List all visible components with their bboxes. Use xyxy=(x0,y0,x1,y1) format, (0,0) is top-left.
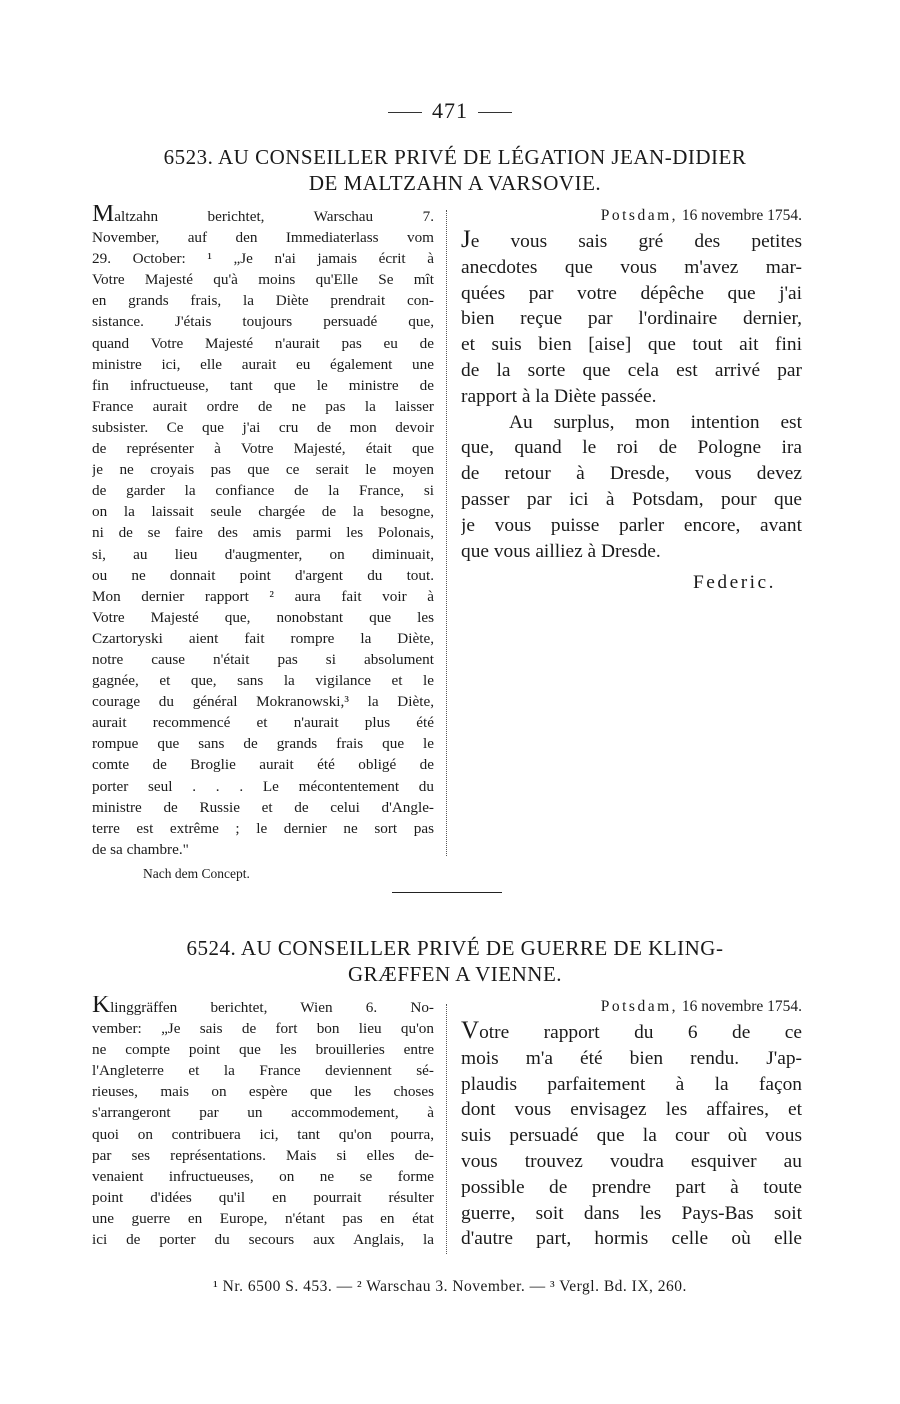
letter-6523-reply xyxy=(461,205,802,596)
letter-6524-dateline xyxy=(461,996,802,1018)
heading-line: 6523. AU CONSEILLER PRIVÉ DE LÉGATION JEAN-DIDIER xyxy=(163,145,747,169)
text-line: que, quand le roi de Pologne ira xyxy=(461,437,802,459)
letter-6524-reply-body xyxy=(461,1020,802,1252)
letter-6523-source-note: Nach dem Concept. xyxy=(143,866,250,881)
text-line: Votre Majesté qu'à moins qu'Elle Se mît xyxy=(92,271,434,289)
column-divider xyxy=(446,1004,447,1254)
text-line: de la sorte que cela est arrivé par xyxy=(461,359,802,381)
text-line: passer par ici à Potsdam, pour que xyxy=(461,488,802,510)
text-line: et suis bien [aise] que tout ait fini xyxy=(461,334,802,356)
text-line: je vous puisse parler encore, avant xyxy=(461,514,802,536)
initial-letter: V xyxy=(461,1020,480,1044)
heading-line: DE MALTZAHN A VARSOVIE. xyxy=(308,171,602,195)
text-line: quand Votre Majesté n'aurait pas eu de xyxy=(92,334,434,352)
text-line: fin infructueuse, tant que le ministre de xyxy=(92,376,434,394)
text-line: quées par votre dépêche que j'ai xyxy=(461,282,802,304)
text-line: Votre Majesté que, nonobstant que les xyxy=(92,608,434,626)
letter-6523-heading xyxy=(110,144,800,196)
text-line: ministre ici, elle aurait eu également une xyxy=(92,355,434,373)
text-line: de représenter à Votre Majesté, était que xyxy=(92,440,434,458)
text-line: Mon dernier rapport ² aura fait voir à xyxy=(92,587,434,605)
text-line: gagnée, et que, sans la vigilance et le xyxy=(92,672,434,690)
text-line: suis persuadé que la cour où vous xyxy=(461,1125,802,1147)
page-number-dash-left xyxy=(388,112,422,113)
text-line: anecdotes que vous m'avez mar- xyxy=(461,256,802,278)
initial-letter: M xyxy=(92,205,115,227)
dateline-place: Potsdam, xyxy=(600,998,679,1015)
text-line: quoi on contribuera ici, tant qu'on pourra, xyxy=(92,1125,434,1143)
text-line: s'arrangeront par un accommodement, à xyxy=(92,1104,434,1122)
page-number-header xyxy=(0,98,900,124)
text-line: de sa chambre." xyxy=(92,840,189,858)
text-line: courage du général Mokranowski,³ la Diète, xyxy=(92,693,434,711)
text-line: plaudis parfaitement à la façon xyxy=(461,1073,802,1095)
text-line: sistance. J'étais toujours persuadé que, xyxy=(92,313,434,331)
text-line: mois m'a été bien rendu. J'ap- xyxy=(461,1047,802,1069)
text-line: terre est extrême ; le dernier ne sort pas xyxy=(92,819,434,837)
footnotes: ¹ Nr. 6500 S. 453. — ² Warschau 3. November. — ³ Vergl. Bd. IX, 260. xyxy=(213,1278,687,1295)
text-line: vous trouvez voudra esquiver au xyxy=(461,1150,802,1172)
text-line: on la laissait seule chargée de la besogne, xyxy=(92,503,434,521)
text-line: November, auf den Immediaterlass vom xyxy=(92,229,434,247)
letter-6523-report-summary xyxy=(92,205,434,860)
text-line: rapport à la Diète passée. xyxy=(461,385,657,407)
text-line: subsister. Ce que j'ai cru de mon devoir xyxy=(92,418,434,436)
text-line: bien reçue par l'ordinaire dernier, xyxy=(461,308,802,330)
text-line: en grands frais, la Diète prendrait con- xyxy=(92,292,434,310)
text-line: Maltzahn berichtet, Warschau 7. xyxy=(92,205,434,227)
text-line: Au surplus, mon intention est xyxy=(509,411,802,433)
text-line: rieuses, mais on espère que les choses xyxy=(92,1083,434,1101)
text-line: je ne croyais pas que ce serait le moyen xyxy=(92,461,434,479)
text-line: aurait recommencé et n'aurait plus été xyxy=(92,714,434,732)
text-line: France aurait ordre de ne pas la laisser xyxy=(92,397,434,415)
text-line: que vous ailliez à Dresde. xyxy=(461,540,661,562)
text-line: venaient infructueuses, on ne se forme xyxy=(92,1167,434,1185)
text-line: ou ne donnait point d'argent du tout. xyxy=(92,566,434,584)
text-line: de retour à Dresde, vous devez xyxy=(461,463,802,485)
text-line: rompue que sans de grands frais que le xyxy=(92,735,434,753)
text-line: si, au lieu d'augmenter, on diminuait, xyxy=(92,545,434,563)
initial-letter: K xyxy=(92,996,111,1018)
letter-6523-dateline xyxy=(461,205,802,227)
letter-separator xyxy=(392,892,502,893)
text-line: par ses représentations. Mais si elles de- xyxy=(92,1146,434,1164)
text-line: porter seul . . . Le mécontentement du xyxy=(92,777,434,795)
text-line: Klinggräffen berichtet, Wien 6. No- xyxy=(92,996,434,1018)
text-line: possible de prendre part à toute xyxy=(461,1176,802,1198)
letter-6524-heading xyxy=(110,935,800,987)
text-line: 29. October: ¹ „Je n'ai jamais écrit à xyxy=(92,250,434,268)
text-line: d'autre part, hormis celle où elle xyxy=(461,1228,802,1250)
dateline-date: 16 novembre 1754. xyxy=(681,207,802,224)
text-line: une guerre en Europe, n'étant pas en état xyxy=(92,1209,434,1227)
text-line: de garder la confiance de la France, si xyxy=(92,482,434,500)
text-line: ministre de Russie et de celui d'Angle- xyxy=(92,798,434,816)
text-line: comte de Broglie aurait été obligé de xyxy=(92,756,434,774)
text-line: ni de se faire des amis parmi les Polonais, xyxy=(92,524,434,542)
letter-6523-reply-body xyxy=(461,229,802,564)
text-line: notre cause n'était pas si absolument xyxy=(92,650,434,668)
text-line: l'Angleterre et la France deviennent sé- xyxy=(92,1062,434,1080)
text-line: point d'idées qu'il en pourrait résulter xyxy=(92,1188,434,1206)
heading-line: 6524. AU CONSEILLER PRIVÉ DE GUERRE DE KLING- xyxy=(186,936,724,960)
letter-6524-reply xyxy=(461,996,802,1252)
heading-line: GRÆFFEN A VIENNE. xyxy=(347,962,563,986)
column-divider xyxy=(446,210,447,856)
letter-6524-report-summary xyxy=(92,996,434,1250)
page-number-dash-right xyxy=(478,112,512,113)
text-line: ici de porter du secours aux Anglais, la xyxy=(92,1231,434,1249)
text-line: dont vous envisagez les affaires, et xyxy=(461,1099,802,1121)
page-number: 471 xyxy=(432,98,468,123)
letter-6523-signature: Federic. xyxy=(693,572,776,594)
text-line: ne compte point que les brouilleries entre xyxy=(92,1041,434,1059)
text-line: guerre, soit dans les Pays-Bas soit xyxy=(461,1202,802,1224)
text-line: Czartoryski aient fait rompre la Diète, xyxy=(92,629,434,647)
text-line: vember: „Je sais de fort bon lieu qu'on xyxy=(92,1020,434,1038)
text-line: Je vous sais gré des petites xyxy=(461,229,802,255)
text-line: Votre rapport du 6 de ce xyxy=(461,1020,802,1046)
dateline-date: 16 novembre 1754. xyxy=(681,998,802,1015)
dateline-place: Potsdam, xyxy=(600,207,679,224)
initial-letter: J xyxy=(461,229,471,253)
